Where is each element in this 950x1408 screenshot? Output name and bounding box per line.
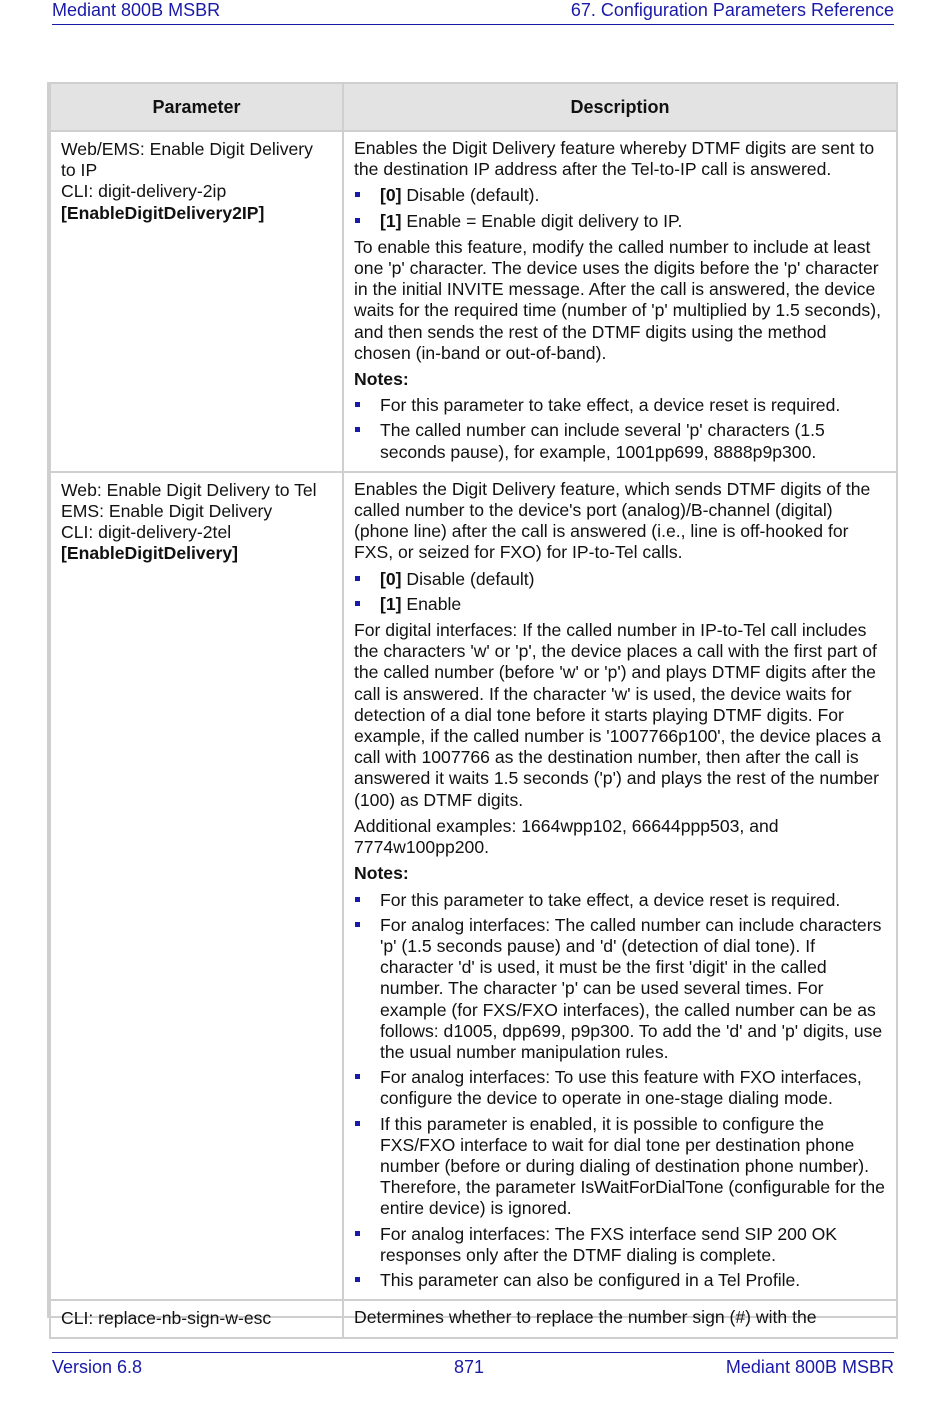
note-item (354, 395, 886, 416)
bullet-square-icon (355, 897, 360, 902)
parameter-cell (50, 472, 343, 1300)
notes-label: Notes: (354, 369, 409, 390)
bullet-square-icon (355, 1074, 360, 1079)
option-item (354, 185, 886, 206)
bullet-square-icon (355, 402, 360, 407)
option-item (354, 594, 886, 615)
note-item (354, 890, 886, 911)
option-list (354, 185, 886, 231)
parameters-table (49, 82, 898, 1339)
param-cli-name: CLI: digit-delivery-2tel (61, 522, 232, 543)
table-row (50, 472, 897, 1300)
bullet-square-icon (355, 218, 360, 223)
note-text: This parameter can also be configured in a Tel Profile. (380, 1269, 801, 1290)
parameters-table-container (47, 82, 898, 1329)
option-item (354, 569, 886, 590)
note-item (354, 1067, 886, 1109)
param-web-name: Web: Enable Digit Delivery to Tel (61, 479, 317, 500)
option-list (354, 569, 886, 615)
note-item (354, 1114, 886, 1220)
bullet-square-icon (355, 1121, 360, 1126)
note-text: For this parameter to take effect, a device reset is required. (380, 889, 841, 910)
option-code: [1] (380, 210, 402, 231)
note-item (354, 915, 886, 1063)
description-paragraph: Additional examples: 1664wpp102, 66644ppp503, and 7774w100pp200. (354, 815, 779, 858)
param-ini-name: [EnableDigitDelivery] (61, 543, 238, 564)
bullet-square-icon (355, 922, 360, 927)
description-intro: Determines whether to replace the number sign (#) with the (354, 1307, 817, 1328)
option-item (354, 211, 886, 232)
option-code: [0] (380, 568, 402, 589)
option-text: Disable (default). (401, 185, 540, 206)
bullet-square-icon (355, 601, 360, 606)
note-item (354, 1270, 886, 1291)
description-cell (343, 1300, 897, 1338)
description-cell (343, 472, 897, 1300)
page-header (52, 0, 894, 25)
param-cli-name: CLI: digit-delivery-2ip (61, 181, 227, 202)
description-paragraph: For digital interfaces: If the called number in IP-to-Tel call includes the characters 'w' or 'p', the device places a call with the first part of the called number (before 'w' or 'p') and plays DTMF digits after the call is answered. If the character 'w' is used, the device waits for detection of a dial tone before it starts playing DTMF digits. For example, if the called number is '1007766p100', the device places a call with 1007766 as the destination number, then after the call is answered it waits 1.5 seconds ('p') and plays the rest of the number (100) as DTMF digits. (354, 620, 882, 810)
note-text: For analog interfaces: The FXS interface send SIP 200 OK responses only after the DTMF dialing is complete. (380, 1223, 838, 1265)
bullet-square-icon (355, 576, 360, 581)
table-header-row (50, 83, 897, 131)
note-text: For this parameter to take effect, a device reset is required. (380, 395, 841, 416)
option-text: Enable (401, 593, 462, 614)
column-header-description: Description (343, 83, 897, 131)
bullet-square-icon (355, 427, 360, 432)
note-item (354, 1224, 886, 1266)
description-intro: Enables the Digit Delivery feature, which sends DTMF digits of the called number to the device's port (analog)/B-channel (digital) (phone line) after the call is answered (i.e., line is off-hooked for FXS, or seized for FXO) for IP-to-Tel calls. (354, 478, 871, 563)
param-ems-name: EMS: Enable Digit Delivery (61, 501, 273, 522)
param-ini-name: [EnableDigitDelivery2IP] (61, 202, 265, 223)
note-text: The called number can include several 'p' characters (1.5 seconds pause), for example, 1001pp699, 8888p9p300. (380, 420, 825, 462)
footer-version: Version 6.8 (52, 1357, 143, 1377)
bullet-square-icon (355, 1231, 360, 1236)
header-doc-title: Mediant 800B MSBR (52, 0, 221, 20)
footer-page-number: 871 (454, 1357, 485, 1377)
table-row (50, 131, 897, 472)
parameter-cell (50, 131, 343, 472)
footer-product-name: Mediant 800B MSBR (725, 1357, 894, 1377)
note-text: For analog interfaces: The called number can include characters 'p' (1.5 seconds pause) and 'd' (detection of dial tone). If character 'd' is used, it must be the first 'digit' in the called number. The character 'p' can be used several times. For example (for FXS/FXO interfaces), the called number can be as follows: d1005, dpp699, p9p300. To add the 'd' and 'p' digits, use the usual number manipulation rules. (380, 914, 883, 1062)
note-item (354, 420, 886, 462)
param-web-name: Web/EMS: Enable Digit Delivery (61, 139, 313, 159)
option-text: Disable (default) (401, 568, 535, 589)
param-web-name-cont: to IP (61, 160, 98, 181)
parameter-cell (50, 1300, 343, 1338)
column-header-parameter: Parameter (50, 83, 343, 131)
option-code: [0] (380, 185, 402, 206)
note-text: If this parameter is enabled, it is possible to configure the FXS/FXO interface to wait for dial tone per destination phone number (before or during dialing of destination phone number). Therefore, the parameter IsWaitForDialTone (configurable for the entire device) is ignored. (380, 1113, 885, 1219)
notes-list (354, 395, 886, 463)
bullet-square-icon (355, 192, 360, 197)
description-paragraph: To enable this feature, modify the called number to include at least one 'p' character. The device uses the digits before the 'p' character in the initial INVITE message. After the call is answered, the device waits for the required time (number of 'p' multiplied by 1.5 seconds), and then sends the rest of the DTMF digits using the method chosen (in-band or out-of-band). (354, 236, 881, 363)
option-code: [1] (380, 593, 402, 614)
param-cli-name: CLI: replace-nb-sign-w-esc (61, 1308, 272, 1329)
bullet-square-icon (355, 1277, 360, 1282)
table-row (50, 1300, 897, 1338)
notes-list (354, 890, 886, 1292)
notes-label: Notes: (354, 863, 409, 884)
option-text: Enable = Enable digit delivery to IP. (401, 210, 683, 231)
note-text: For analog interfaces: To use this feature with FXO interfaces, configure the device to operate in one-stage dialing mode. (380, 1067, 862, 1109)
description-cell (343, 131, 897, 472)
description-intro: Enables the Digit Delivery feature whereby DTMF digits are sent to the destination IP address after the Tel-to-IP call is answered. (354, 138, 875, 180)
page-footer (52, 1352, 894, 1383)
header-chapter-title: 67. Configuration Parameters Reference (570, 0, 894, 20)
